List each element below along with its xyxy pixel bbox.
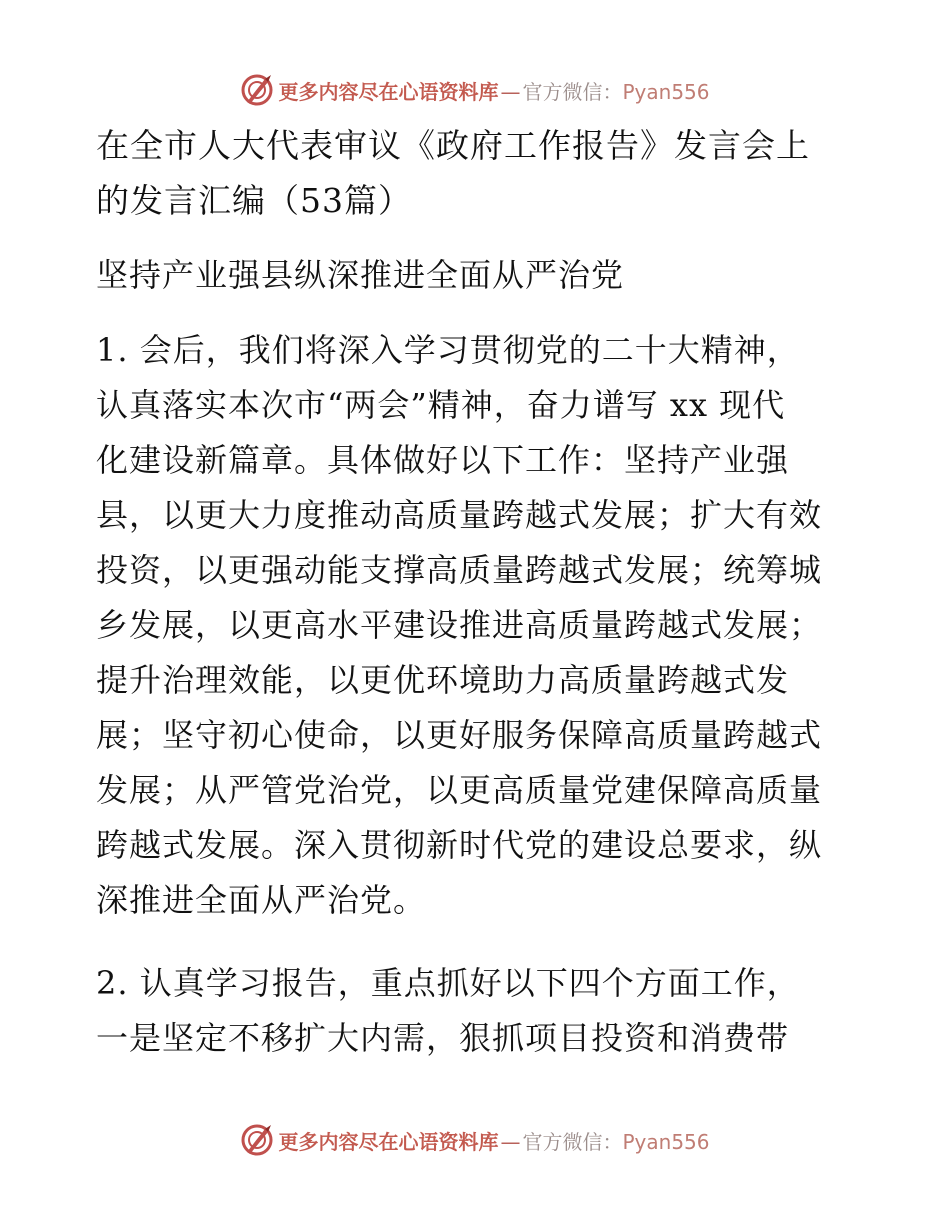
paragraph-line: 提升治理效能，以更优环境助力高质量跨越式发: [96, 661, 790, 699]
watermark-banner-top: [0, 70, 950, 110]
watermark-library-name: 更多内容尽在心语资料库: [278, 79, 499, 104]
paragraph-2: [96, 956, 856, 1066]
paragraph-line: 发展；从严管党治党，以更高质量党建保障高质量: [96, 771, 823, 809]
paragraph-line: 化建设新篇章。具体做好以下工作：坚持产业强: [96, 441, 790, 479]
paragraph-line: 认真落实本次市“两会”精神，奋力谱写 xx 现代: [96, 386, 786, 424]
paragraph-line: 深推进全面从严治党。: [96, 881, 427, 919]
paragraph-line: 1. 会后，我们将深入学习贯彻党的二十大精神，: [96, 331, 800, 369]
watermark-library-name: 更多内容尽在心语资料库: [278, 1129, 499, 1154]
paragraph-line: 投资，以更强动能支撑高质量跨越式发展；统筹城: [96, 551, 823, 589]
document-title-line-2: 的发言汇编（53篇）: [96, 181, 412, 220]
section-heading: 坚持产业强县纵深推进全面从严治党: [96, 256, 625, 294]
watermark-banner-bottom: [0, 1120, 950, 1160]
document-title-line-1: 在全市人大代表审议《政府工作报告》发言会上: [96, 126, 810, 165]
watermark-text: [278, 76, 709, 105]
paragraph-1: [96, 323, 856, 928]
watermark-text: [278, 1126, 709, 1155]
document-body: [96, 118, 856, 1066]
paragraph-line: 县，以更大力度推动高质量跨越式发展；扩大有效: [96, 496, 823, 534]
watermark-wechat-id: Pyan556: [622, 1129, 710, 1154]
paragraph-line: 展；坚守初心使命，以更好服务保障高质量跨越式: [96, 716, 823, 754]
quill-logo-icon: [240, 1123, 274, 1157]
paragraph-line: 乡发展，以更高水平建设推进高质量跨越式发展；: [96, 606, 823, 644]
watermark-wechat-label: 官方微信：: [522, 1129, 623, 1154]
watermark-wechat-label: 官方微信：: [522, 79, 623, 104]
watermark-wechat-id: Pyan556: [622, 79, 710, 104]
paragraph-line: 跨越式发展。深入贯彻新时代党的建设总要求，纵: [96, 826, 823, 864]
quill-logo-icon: [240, 73, 274, 107]
paragraph-line: 一是坚定不移扩大内需，狠抓项目投资和消费带: [96, 1019, 790, 1057]
watermark-dash: —: [500, 1129, 521, 1154]
watermark-dash: —: [500, 79, 521, 104]
paragraph-line: 2. 认真学习报告，重点抓好以下四个方面工作，: [96, 964, 800, 1002]
